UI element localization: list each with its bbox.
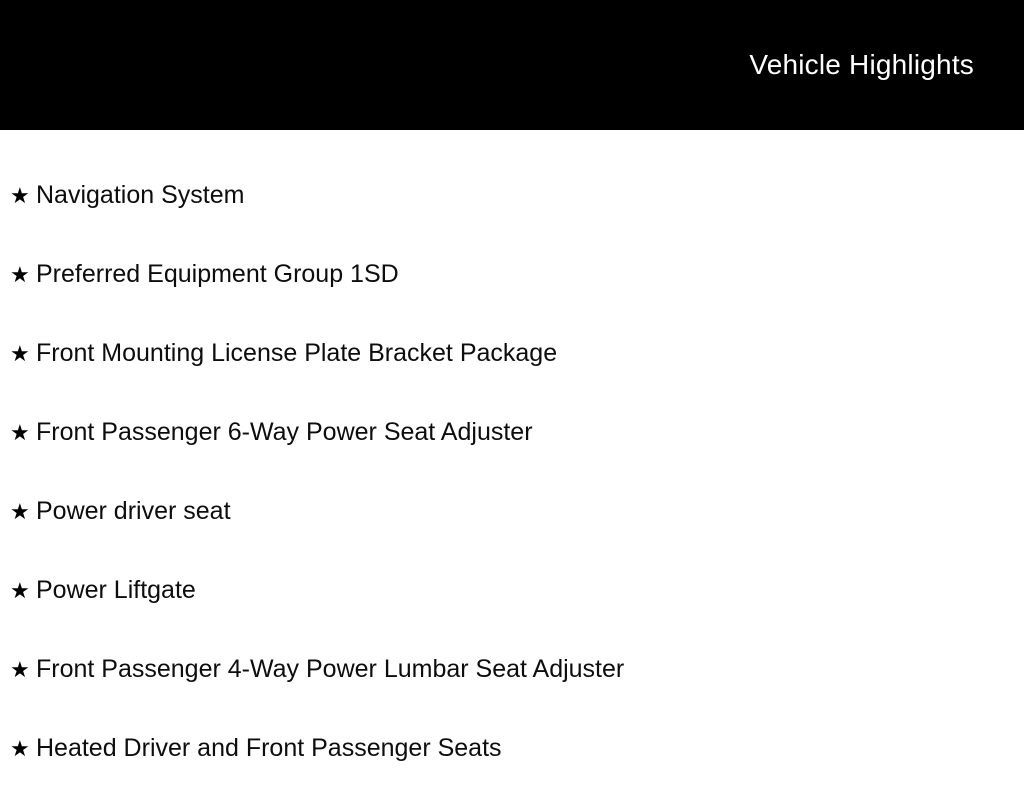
list-item <box>0 630 1024 709</box>
list-item-label: Front Passenger 6-Way Power Seat Adjuster <box>36 418 533 446</box>
star-icon: ★ <box>10 182 30 208</box>
list-item <box>0 314 1024 393</box>
list-item-label: Navigation System <box>36 181 245 209</box>
list-item <box>0 235 1024 314</box>
star-icon: ★ <box>10 498 30 524</box>
star-icon: ★ <box>10 735 30 761</box>
star-icon: ★ <box>10 656 30 682</box>
list-item-label: Heated Driver and Front Passenger Seats <box>36 734 502 762</box>
star-icon: ★ <box>10 261 30 287</box>
header-bar <box>0 0 1024 130</box>
list-item <box>0 551 1024 630</box>
star-icon: ★ <box>10 419 30 445</box>
list-item-label: Front Passenger 4-Way Power Lumbar Seat Adjuster <box>36 655 625 683</box>
page-title: Vehicle Highlights <box>749 49 974 80</box>
list-item-label: Power Liftgate <box>36 576 196 604</box>
list-item <box>0 709 1024 788</box>
star-icon: ★ <box>10 577 30 603</box>
vehicle-highlights-list <box>0 130 1024 788</box>
star-icon: ★ <box>10 340 30 366</box>
list-item-label: Preferred Equipment Group 1SD <box>36 260 399 288</box>
list-item <box>0 156 1024 235</box>
list-item <box>0 472 1024 551</box>
list-item-label: Power driver seat <box>36 497 231 525</box>
list-item-label: Front Mounting License Plate Bracket Package <box>36 339 558 367</box>
list-item <box>0 393 1024 472</box>
